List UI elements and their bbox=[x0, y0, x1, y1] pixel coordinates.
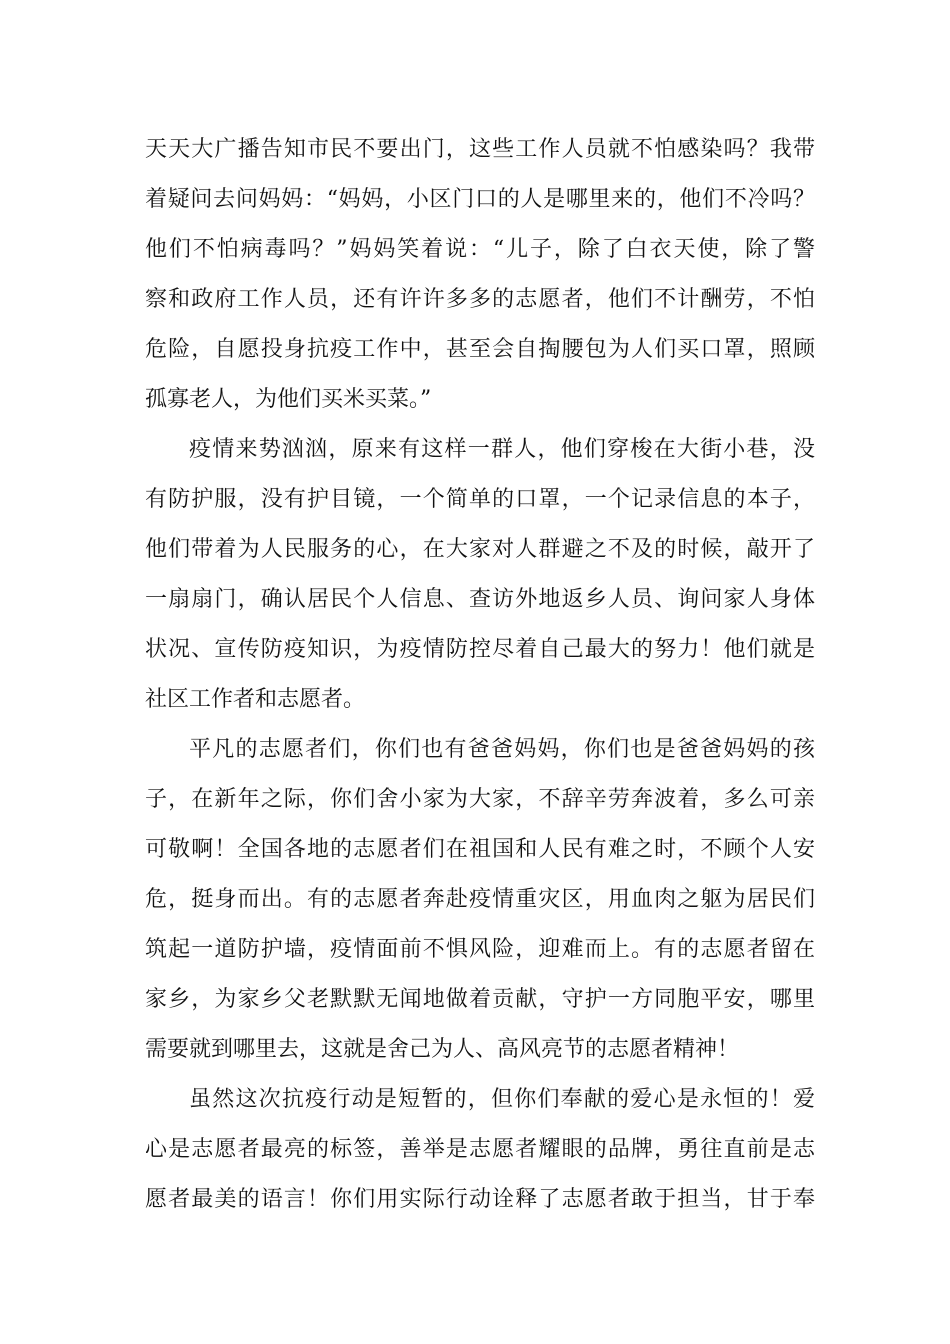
paragraph-1-line-6: 孤寡老人，为他们买米买菜。” bbox=[145, 387, 432, 412]
paragraph-2-line-3: 他们带着为人民服务的心，在大家对人群避之不及的时候，敲开了 bbox=[145, 537, 815, 562]
paragraph-4-line-2: 心是志愿者最亮的标签，善举是志愿者耀眼的品牌，勇往直前是志 bbox=[145, 1137, 815, 1162]
paragraph-3-line-2: 子，在新年之际，你们舍小家为大家，不辞辛劳奔波着，多么可亲 bbox=[145, 787, 815, 812]
paragraph-1-line-1: 天天大广播告知市民不要出门，这些工作人员就不怕感染吗？我带 bbox=[145, 137, 815, 162]
paragraph-1-line-2: 着疑问去问妈妈：“妈妈，小区门口的人是哪里来的，他们不冷吗？ bbox=[145, 187, 815, 212]
paragraph-1-line-4: 察和政府工作人员，还有许许多多的志愿者，他们不计酬劳，不怕 bbox=[145, 287, 815, 312]
paragraph-1-line-3: 他们不怕病毒吗？”妈妈笑着说：“儿子，除了白衣天使，除了警 bbox=[145, 237, 815, 262]
paragraph-3-line-4: 危，挺身而出。有的志愿者奔赴疫情重灾区，用血肉之躯为居民们 bbox=[145, 887, 815, 912]
paragraph-3-line-1: 平凡的志愿者们，你们也有爸爸妈妈，你们也是爸爸妈妈的孩 bbox=[189, 737, 815, 762]
paragraph-2-line-2: 有防护服，没有护目镜，一个简单的口罩，一个记录信息的本子， bbox=[145, 487, 815, 512]
paragraph-3-line-3: 可敬啊！全国各地的志愿者们在祖国和人民有难之时，不顾个人安 bbox=[145, 837, 815, 862]
paragraph-2-line-5: 状况、宣传防疫知识，为疫情防控尽着自己最大的努力！他们就是 bbox=[145, 637, 815, 662]
paragraph-4-line-1: 虽然这次抗疫行动是短暂的，但你们奉献的爱心是永恒的！爱 bbox=[189, 1087, 815, 1112]
paragraph-2-line-1: 疫情来势汹汹，原来有这样一群人，他们穿梭在大街小巷，没 bbox=[189, 437, 815, 462]
paragraph-2-line-4: 一扇扇门，确认居民个人信息、查访外地返乡人员、询问家人身体 bbox=[145, 587, 815, 612]
paragraph-3-line-5: 筑起一道防护墙，疫情面前不惧风险，迎难而上。有的志愿者留在 bbox=[145, 937, 815, 962]
paragraph-4-line-3: 愿者最美的语言！你们用实际行动诠释了志愿者敢于担当，甘于奉 bbox=[145, 1187, 815, 1212]
paragraph-3-line-7: 需要就到哪里去，这就是舍己为人、高风亮节的志愿者精神！ bbox=[145, 1037, 740, 1062]
paragraph-1-line-5: 危险，自愿投身抗疫工作中，甚至会自掏腰包为人们买口罩，照顾 bbox=[145, 337, 815, 362]
paragraph-3-line-6: 家乡，为家乡父老默默无闻地做着贡献，守护一方同胞平安，哪里 bbox=[145, 987, 815, 1012]
paragraph-2-line-6: 社区工作者和志愿者。 bbox=[145, 687, 366, 712]
